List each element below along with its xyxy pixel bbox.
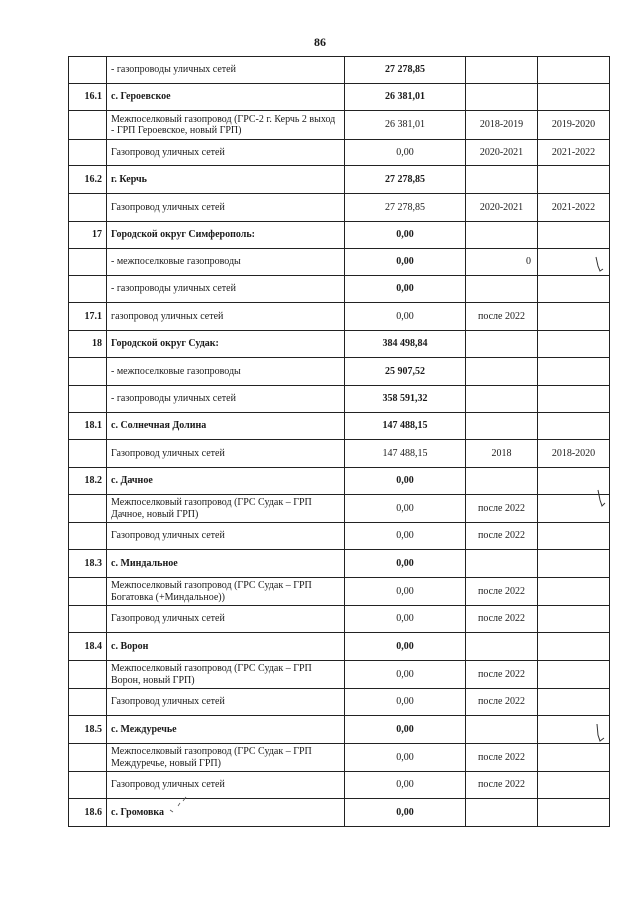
table-row xyxy=(69,140,610,166)
table-row xyxy=(69,799,610,827)
row-amount-cell: 0,00 xyxy=(345,303,466,331)
row-name-cell: газопровод уличных сетей xyxy=(107,303,345,331)
row-period-start-cell xyxy=(466,799,538,827)
table-row xyxy=(69,689,610,716)
row-number-cell: 18.6 xyxy=(69,799,107,827)
row-amount-cell: 147 488,15 xyxy=(345,440,466,468)
table-row xyxy=(69,661,610,689)
row-name-cell: - газопроводы уличных сетей xyxy=(107,386,345,413)
row-name-cell: г. Керчь xyxy=(107,166,345,194)
row-name-cell: с. Солнечная Долина xyxy=(107,413,345,440)
row-name-cell: с. Героевское xyxy=(107,84,345,111)
row-amount-cell: 27 278,85 xyxy=(345,194,466,222)
row-name-cell: - межпоселковые газопроводы xyxy=(107,249,345,276)
row-period-end-cell xyxy=(538,468,610,495)
table-row xyxy=(69,633,610,661)
row-amount-cell: 0,00 xyxy=(345,689,466,716)
row-amount-cell: 0,00 xyxy=(345,772,466,799)
table-row xyxy=(69,578,610,606)
row-period-end-cell xyxy=(538,495,610,523)
row-number-cell xyxy=(69,772,107,799)
row-amount-cell: 0,00 xyxy=(345,140,466,166)
row-amount-cell: 27 278,85 xyxy=(345,57,466,84)
row-amount-cell: 0,00 xyxy=(345,799,466,827)
row-period-start-cell xyxy=(466,57,538,84)
row-period-start-cell xyxy=(466,716,538,744)
row-period-end-cell xyxy=(538,799,610,827)
row-name-cell: Газопровод уличных сетей xyxy=(107,140,345,166)
table-row xyxy=(69,303,610,331)
table-row xyxy=(69,276,610,303)
row-amount-cell: 0,00 xyxy=(345,744,466,772)
row-number-cell xyxy=(69,440,107,468)
row-amount-cell: 0,00 xyxy=(345,468,466,495)
table-row xyxy=(69,495,610,523)
row-period-start-cell: 2018 xyxy=(466,440,538,468)
row-period-end-cell xyxy=(538,249,610,276)
row-period-end-cell xyxy=(538,386,610,413)
row-period-start-cell: 0 xyxy=(466,249,538,276)
row-period-end-cell xyxy=(538,222,610,249)
table-row xyxy=(69,249,610,276)
row-amount-cell: 0,00 xyxy=(345,523,466,550)
row-period-end-cell xyxy=(538,633,610,661)
row-period-start-cell: после 2022 xyxy=(466,689,538,716)
row-amount-cell: 384 498,84 xyxy=(345,331,466,358)
row-name-cell: с. Ворон xyxy=(107,633,345,661)
row-period-start-cell: после 2022 xyxy=(466,661,538,689)
table-row xyxy=(69,523,610,550)
row-number-cell: 18.1 xyxy=(69,413,107,440)
row-period-start-cell xyxy=(466,413,538,440)
row-amount-cell: 26 381,01 xyxy=(345,84,466,111)
row-number-cell xyxy=(69,358,107,386)
row-name-cell: с. Миндальное xyxy=(107,550,345,578)
table-row xyxy=(69,413,610,440)
row-name-cell: Газопровод уличных сетей xyxy=(107,772,345,799)
row-name-cell: Межпоселковый газопровод (ГРС Судак – ГРП Богатовка (+Миндальное)) xyxy=(107,578,345,606)
row-period-start-cell xyxy=(466,84,538,111)
row-number-cell: 18.3 xyxy=(69,550,107,578)
row-period-start-cell: после 2022 xyxy=(466,744,538,772)
row-period-start-cell: после 2022 xyxy=(466,303,538,331)
table-row xyxy=(69,440,610,468)
row-period-start-cell xyxy=(466,468,538,495)
row-period-end-cell xyxy=(538,358,610,386)
row-period-start-cell: после 2022 xyxy=(466,523,538,550)
row-number-cell xyxy=(69,386,107,413)
table-body xyxy=(69,57,610,827)
row-period-start-cell: после 2022 xyxy=(466,578,538,606)
row-name-cell: с. Дачное xyxy=(107,468,345,495)
row-name-cell: - газопроводы уличных сетей xyxy=(107,276,345,303)
row-period-end-cell xyxy=(538,57,610,84)
page-number: 86 xyxy=(314,35,326,49)
row-period-end-cell xyxy=(538,716,610,744)
row-period-end-cell: 2018-2020 xyxy=(538,440,610,468)
row-amount-cell: 358 591,32 xyxy=(345,386,466,413)
row-number-cell xyxy=(69,194,107,222)
row-number-cell: 18.5 xyxy=(69,716,107,744)
row-period-start-cell xyxy=(466,166,538,194)
row-name-cell: с. Громовка xyxy=(107,799,345,827)
row-number-cell xyxy=(69,523,107,550)
row-period-end-cell xyxy=(538,689,610,716)
row-number-cell xyxy=(69,661,107,689)
row-period-start-cell xyxy=(466,276,538,303)
row-period-start-cell xyxy=(466,386,538,413)
row-number-cell xyxy=(69,495,107,523)
row-period-end-cell xyxy=(538,166,610,194)
row-period-start-cell xyxy=(466,331,538,358)
row-period-end-cell xyxy=(538,303,610,331)
row-number-cell: 18 xyxy=(69,331,107,358)
table-row xyxy=(69,606,610,633)
row-amount-cell: 25 907,52 xyxy=(345,358,466,386)
row-name-cell: Межпоселковый газопровод (ГРС Судак – ГРП Междуречье, новый ГРП) xyxy=(107,744,345,772)
row-name-cell: Газопровод уличных сетей xyxy=(107,523,345,550)
row-number-cell xyxy=(69,276,107,303)
table-row xyxy=(69,222,610,249)
row-period-start-cell: 2020-2021 xyxy=(466,194,538,222)
row-period-start-cell: после 2022 xyxy=(466,772,538,799)
row-number-cell: 17.1 xyxy=(69,303,107,331)
table-row xyxy=(69,166,610,194)
row-amount-cell: 0,00 xyxy=(345,249,466,276)
row-amount-cell: 0,00 xyxy=(345,495,466,523)
row-number-cell: 18.2 xyxy=(69,468,107,495)
row-number-cell: 17 xyxy=(69,222,107,249)
row-number-cell: 16.1 xyxy=(69,84,107,111)
table-row xyxy=(69,744,610,772)
row-number-cell xyxy=(69,57,107,84)
row-amount-cell: 0,00 xyxy=(345,633,466,661)
row-period-end-cell xyxy=(538,84,610,111)
row-period-end-cell: 2019-2020 xyxy=(538,111,610,140)
row-number-cell xyxy=(69,249,107,276)
row-name-cell: Газопровод уличных сетей xyxy=(107,194,345,222)
row-period-end-cell xyxy=(538,578,610,606)
row-amount-cell: 147 488,15 xyxy=(345,413,466,440)
row-period-end-cell xyxy=(538,331,610,358)
table-row xyxy=(69,84,610,111)
row-period-end-cell xyxy=(538,772,610,799)
row-period-end-cell xyxy=(538,550,610,578)
row-name-cell: с. Междуречье xyxy=(107,716,345,744)
table-row xyxy=(69,716,610,744)
row-period-end-cell: 2021-2022 xyxy=(538,194,610,222)
row-number-cell xyxy=(69,744,107,772)
table-row xyxy=(69,194,610,222)
row-name-cell: Городской округ Судак: xyxy=(107,331,345,358)
row-number-cell xyxy=(69,689,107,716)
row-amount-cell: 0,00 xyxy=(345,661,466,689)
row-amount-cell: 0,00 xyxy=(345,276,466,303)
row-period-start-cell xyxy=(466,633,538,661)
table-row xyxy=(69,550,610,578)
row-name-cell: Межпоселковый газопровод (ГРС Судак – ГРП Ворон, новый ГРП) xyxy=(107,661,345,689)
row-number-cell xyxy=(69,578,107,606)
table-row xyxy=(69,386,610,413)
row-amount-cell: 26 381,01 xyxy=(345,111,466,140)
row-name-cell: Межпоселковый газопровод (ГРС-2 г. Керчь 2 выход - ГРП Героевское, новый ГРП) xyxy=(107,111,345,140)
table-row xyxy=(69,772,610,799)
row-name-cell: Газопровод уличных сетей xyxy=(107,689,345,716)
row-number-cell xyxy=(69,111,107,140)
row-period-end-cell xyxy=(538,744,610,772)
row-amount-cell: 0,00 xyxy=(345,550,466,578)
row-period-start-cell xyxy=(466,550,538,578)
row-amount-cell: 27 278,85 xyxy=(345,166,466,194)
table-row xyxy=(69,358,610,386)
row-name-cell: Газопровод уличных сетей xyxy=(107,606,345,633)
row-period-end-cell xyxy=(538,413,610,440)
row-name-cell: - межпоселковые газопроводы xyxy=(107,358,345,386)
row-period-start-cell: после 2022 xyxy=(466,495,538,523)
table-row xyxy=(69,57,610,84)
row-period-start-cell: 2018-2019 xyxy=(466,111,538,140)
row-number-cell xyxy=(69,140,107,166)
row-name-cell: Газопровод уличных сетей xyxy=(107,440,345,468)
row-period-end-cell: 2021-2022 xyxy=(538,140,610,166)
gas-pipeline-table xyxy=(68,56,610,827)
row-name-cell: Межпоселковый газопровод (ГРС Судак – ГРП Дачное, новый ГРП) xyxy=(107,495,345,523)
row-number-cell: 16.2 xyxy=(69,166,107,194)
row-period-start-cell xyxy=(466,222,538,249)
row-number-cell: 18.4 xyxy=(69,633,107,661)
table-row xyxy=(69,331,610,358)
row-number-cell xyxy=(69,606,107,633)
row-period-end-cell xyxy=(538,276,610,303)
row-amount-cell: 0,00 xyxy=(345,222,466,249)
row-period-start-cell xyxy=(466,358,538,386)
row-period-start-cell: после 2022 xyxy=(466,606,538,633)
row-period-start-cell: 2020-2021 xyxy=(466,140,538,166)
row-amount-cell: 0,00 xyxy=(345,606,466,633)
table-row xyxy=(69,468,610,495)
row-amount-cell: 0,00 xyxy=(345,578,466,606)
table-row xyxy=(69,111,610,140)
row-period-end-cell xyxy=(538,606,610,633)
row-period-end-cell xyxy=(538,523,610,550)
row-name-cell: Городской округ Симферополь: xyxy=(107,222,345,249)
row-period-end-cell xyxy=(538,661,610,689)
row-amount-cell: 0,00 xyxy=(345,716,466,744)
row-name-cell: - газопроводы уличных сетей xyxy=(107,57,345,84)
